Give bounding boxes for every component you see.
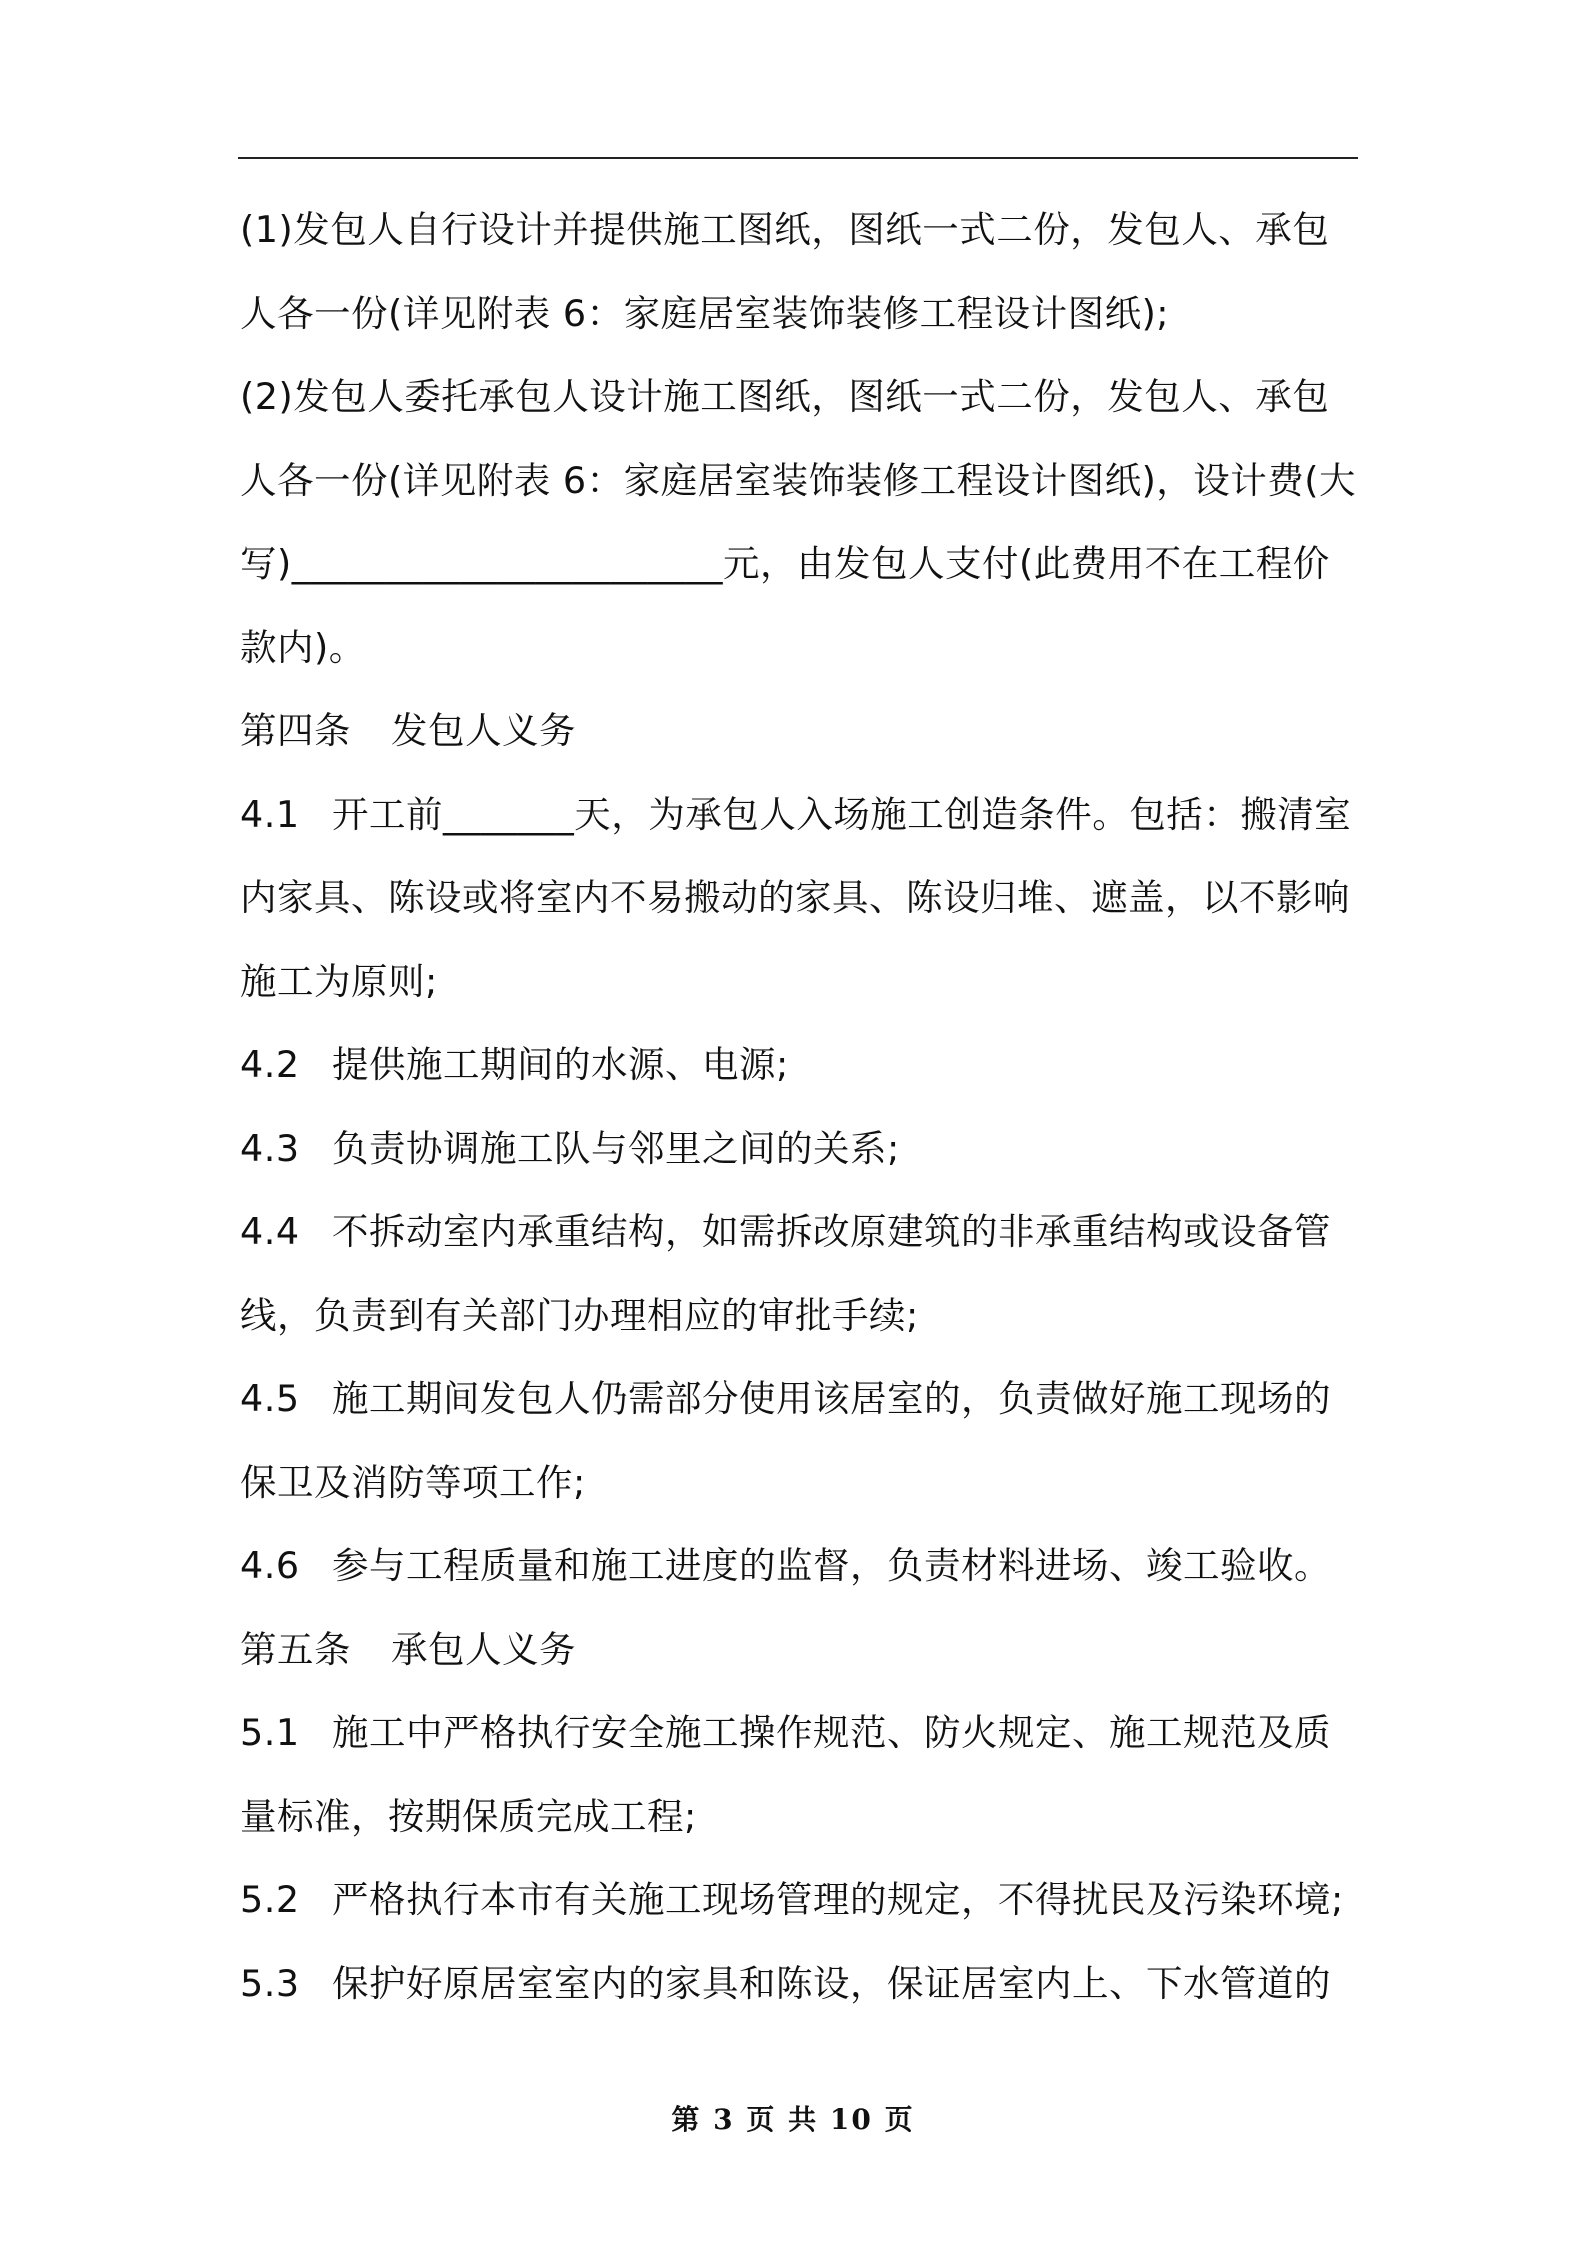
page-number: 第 3 页 共 10 页 [671, 2103, 915, 2136]
paragraph-text: (2)发包人委托承包人设计施工图纸，图纸一式二份，发包人、承包人各一份(详见附表 6：家庭居室装饰装修工程设计图纸)，设计费(大写)_______________________元，由发包人支付(此费用不在工程价款内)。 [240, 375, 1357, 669]
clause-number: 4.6 [240, 1544, 300, 1587]
clause-text: 施工期间发包人仍需部分使用该居室的，负责做好施工现场的保卫及消防等项工作; [240, 1377, 1331, 1504]
clause-number: 5.1 [240, 1711, 300, 1754]
clause-5-2 [240, 1858, 1360, 1942]
clause-number: 5.2 [240, 1878, 300, 1921]
clause-text: 严格执行本市有关施工现场管理的规定，不得扰民及污染环境; [332, 1878, 1344, 1921]
page-footer [0, 2098, 1586, 2138]
article-title: 发包人义务 [391, 709, 576, 752]
clause-text: 保护好原居室室内的家具和陈设，保证居室内上、下水管道的 [332, 1961, 1331, 2005]
document-body [240, 188, 1360, 2025]
clause-4-3 [240, 1107, 1360, 1191]
clause-4-1 [240, 773, 1360, 1024]
clause-text: 提供施工期间的水源、电源; [332, 1043, 789, 1086]
clause-5-3 [240, 1942, 1360, 2026]
clause-text: 开工前_______天，为承包人入场施工创造条件。包括：搬清室内家具、陈设或将室内不易搬动的家具、陈设归堆、遮盖，以不影响施工为原则; [240, 792, 1352, 1003]
header-rule [238, 157, 1358, 159]
clause-number: 4.3 [240, 1126, 300, 1170]
clause-text: 负责协调施工队与邻里之间的关系; [332, 1126, 900, 1170]
clause-4-6 [240, 1524, 1360, 1608]
clause-number: 4.2 [240, 1043, 300, 1086]
paragraph-text: (1)发包人自行设计并提供施工图纸，图纸一式二份，发包人、承包人各一份(详见附表 6：家庭居室装饰装修工程设计图纸); [240, 208, 1330, 335]
clause-5-1 [240, 1691, 1360, 1858]
clause-number: 4.5 [240, 1377, 300, 1420]
clause-4-4 [240, 1190, 1360, 1357]
article-number: 第五条 [240, 1627, 351, 1671]
article-title: 承包人义务 [391, 1627, 576, 1671]
clause-text: 施工中严格执行安全施工操作规范、防火规定、施工规范及质量标准，按期保质完成工程; [240, 1711, 1331, 1838]
clause-number: 4.4 [240, 1210, 300, 1253]
paragraph-1-1 [240, 188, 1360, 355]
clause-4-2 [240, 1023, 1360, 1107]
paragraph-1-2 [240, 355, 1360, 689]
article-5-heading [240, 1608, 1360, 1692]
article-number: 第四条 [240, 709, 351, 752]
clause-text: 参与工程质量和施工进度的监督，负责材料进场、竣工验收。 [332, 1544, 1331, 1587]
clause-text: 不拆动室内承重结构，如需拆改原建筑的非承重结构或设备管线，负责到有关部门办理相应的审批手续; [240, 1210, 1331, 1337]
clause-number: 5.3 [240, 1961, 300, 2005]
clause-4-5 [240, 1357, 1360, 1524]
article-4-heading [240, 689, 1360, 773]
clause-number: 4.1 [240, 792, 300, 836]
